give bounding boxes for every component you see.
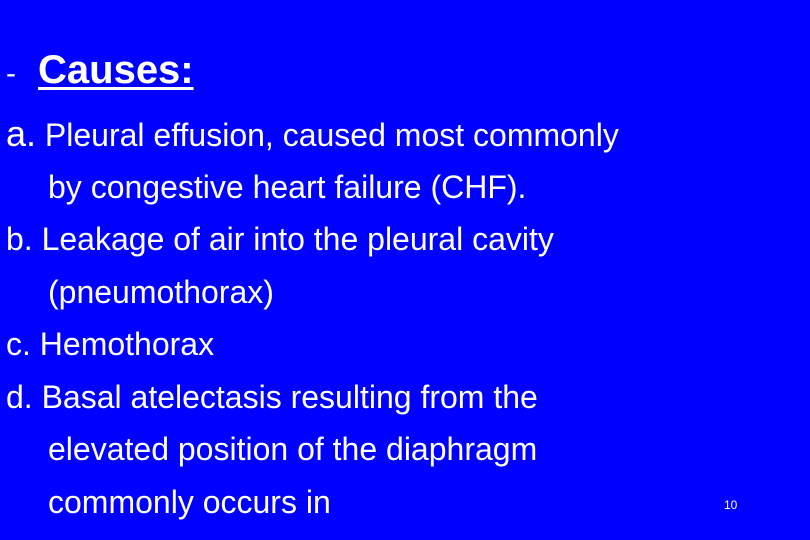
list-item-c bbox=[6, 318, 796, 371]
item-d-line-3: commonly occurs in bbox=[48, 483, 331, 520]
item-b-line-1: Leakage of air into the pleural cavity bbox=[41, 221, 554, 257]
item-c-letter: c. bbox=[6, 326, 31, 362]
list-item-b bbox=[6, 213, 796, 266]
list-item-d bbox=[6, 371, 796, 424]
item-d-line-1: Basal atelectasis resulting from the bbox=[41, 378, 538, 415]
item-b-letter: b. bbox=[6, 221, 33, 257]
list-item-a bbox=[6, 108, 796, 161]
item-a-letter: a. bbox=[6, 113, 37, 154]
list-item-a-continued bbox=[6, 161, 796, 214]
list-item-d-continued-1 bbox=[6, 423, 796, 476]
item-d-line-2: elevated position of the diaphragm bbox=[48, 431, 538, 467]
item-b-line-2: (pneumothorax) bbox=[48, 273, 274, 310]
causes-list bbox=[6, 108, 796, 528]
page-number: 10 bbox=[724, 498, 738, 512]
slide-heading bbox=[6, 42, 194, 102]
item-c-line-1: Hemothorax bbox=[39, 326, 215, 362]
heading-dash: - bbox=[6, 57, 16, 90]
item-d-letter: d. bbox=[6, 378, 33, 415]
list-item-b-continued bbox=[6, 266, 796, 319]
heading-title: Causes: bbox=[38, 48, 194, 92]
item-a-line-2: by congestive heart failure (CHF). bbox=[48, 168, 527, 205]
list-item-d-continued-2 bbox=[6, 476, 796, 529]
item-a-line-1: Pleural effusion, caused most commonly bbox=[44, 117, 619, 153]
